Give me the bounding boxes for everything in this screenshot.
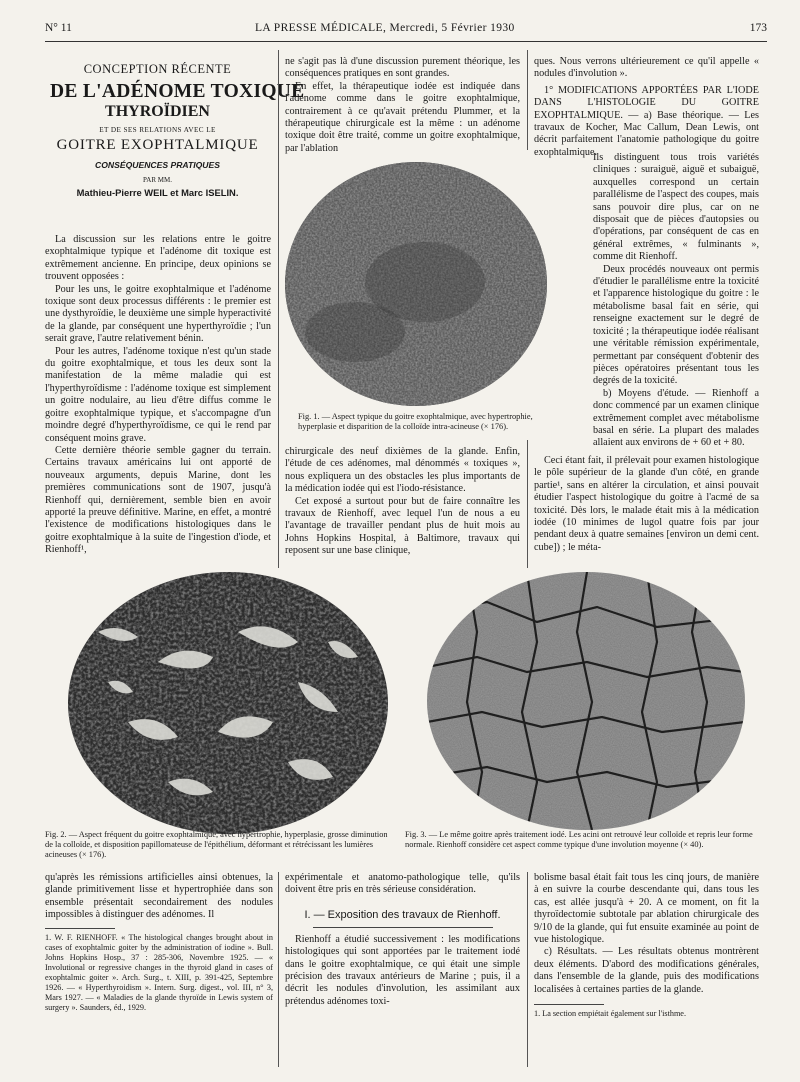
paragraph: Cet exposé a surtout pour but de faire connaître les travaux de Rienhoff, avec lequel l'un de nous a eu l'avantage de travailler pendant plus de huit mois au Johns Hopkins Hospital, à Baltimore, travaux qui reposent sur une base clinique, bbox=[285, 495, 520, 557]
paragraph: ne s'agit pas là d'une discussion purement théorique, les conséquences pratiques en sont grandes. bbox=[285, 56, 520, 80]
paragraph: En effet, la thérapeutique iodée est indiquée dans l'adénome comme dans le goitre exophtalmique, contrairement à ce qu'avait prétendu Plummer, et la thérapeutique chirurgicale est la même : un adénome toxique doit être traité, comme un goitre exophtalmique, par l'ablation bbox=[285, 80, 520, 154]
bottom-column-2 bbox=[285, 872, 520, 1008]
column-rule bbox=[527, 872, 528, 1067]
article-title-block bbox=[50, 62, 305, 198]
bottom-column-1 bbox=[45, 872, 273, 1013]
paragraph: Deux procédés nouveaux ont permis d'étudier le parallélisme entre la toxicité et l'apparence histologique du goitre : le métabolisme basal fait en série, qui renseigne exactement sur le degré de toxicité ; la thérapeutique iodée réalisant une véritable rémission expérimentale, permettant par conséquent d'obtenir des pièces opératoires présentant tous les degrés de la toxicité. bbox=[593, 263, 759, 387]
paragraph: Pour les autres, l'adénome toxique n'est qu'un stade du goitre exophtalmique, et tous les deux sont la manifestation de la même maladie qui est l'hyperthyroïdisme : l'adénome toxique est simplement un goitre nodulaire, au lieu d'être diffus comme le goitre exophtalmique typique, et s'accompagne d'un moindre degré d'hyperthyroïdisme, ce qui le rend par conséquent moins grave. bbox=[45, 345, 271, 444]
paragraph: Cette dernière théorie semble gagner du terrain. Certains travaux américains lui ont apporté de nouveaux arguments, depuis Marine, dont les premières communications sont de 1907, jusqu'à Rienhoff qui, dernièrement, semble bien en avoir apporté la preuve définitive. Marine, en effet, a montré l'existence de modifications histologiques dans le goitre exophtalmique à la suite de l'ingestion d'iode, et Rienhoff¹, bbox=[45, 444, 271, 556]
footnote-rule bbox=[45, 928, 115, 929]
column-3-top bbox=[534, 56, 759, 159]
column-1 bbox=[45, 234, 271, 557]
micrograph-image bbox=[427, 572, 745, 830]
figure-2-micrograph bbox=[68, 572, 388, 834]
subtitle: CONSÉQUENCES PRATIQUES bbox=[95, 160, 220, 170]
micrograph-image bbox=[285, 162, 547, 406]
paragraph: Ceci étant fait, il prélevait pour examen histologique le pôle supérieur de la glande d'un côté, en grande partie¹, sans en altérer la circulation, et ainsi pouvait étudier l'aspect histologique du goitre à l'acmé de sa toxicité. Dès lors, le malade était mis à la médication iodée (10 minimes de lugol quatre fois par jour pendant deux à quatre semaines [environ un demi cent. cube]) ; le méta- bbox=[534, 455, 759, 553]
title-line-3: ET DE SES RELATIONS AVEC LE bbox=[99, 126, 216, 134]
paragraph: Rienhoff a étudié successivement : les modifications histologiques qui sont apportées par le traitement iodé dans le goitre exophtalmique, ce qui était une simple précision des travaux antérieurs de Marine ; puis, il a décrit les nodules d'involution, les assimilant aux prétendus adénomes toxi- bbox=[285, 933, 520, 1007]
paragraph: bolisme basal était fait tous les cinq jours, de manière à en suivre la courbe descendante qui, dans tous les cas, est allée jusqu'à + 20. A ce moment, on fit la thyroïdectomie subtotale par ablation chirurgicale des 9/10 de la glande, qui fut ensuite examinée au point de vue histologique. bbox=[534, 872, 759, 946]
section-heading: I. — Exposition des travaux de Rienhoff. bbox=[304, 908, 501, 921]
paragraph: b) Moyens d'étude. — Rienhoff a donc commencé par un examen clinique extrêmement complet avec métabolisme basal en série. La plupart des malades allaient aux environs de + 60 et + 80. bbox=[593, 387, 759, 449]
page-number: 173 bbox=[749, 22, 767, 34]
column-rule bbox=[278, 50, 279, 568]
footnote: 1. W. F. RIENHOFF. « The histological changes brought about in cases of exophtalmic goiter by the administration of iodine ». Bull. Johns Hopkins Hosp., 37 : 285-306, Novembre 1925. — « Involutional or regressive changes in the thyroid gland in cases of exophtalmic goiter ». Arch. Surg., t. XIII, p. 391-425, Septembre 1926. — « Hyperthyroidism ». Intern. Surg. digest., vol. III, n° 3, Mars 1927. — « Maladies de la glande thyroïde in Lewis system of surgery ». Saunders, éd., 1929. bbox=[45, 932, 273, 1012]
column-2-top bbox=[285, 56, 520, 155]
column-3-narrow bbox=[593, 152, 759, 450]
paragraph: Pour les uns, le goitre exophtalmique et l'adénome toxique sont deux processus différents : le premier est une dysthyroïdie, le deuxième une simple hyperactivité de la glande, par conséquent une hyperthyroïdie ; l'un serait grave, l'autre relativement bénin. bbox=[45, 283, 271, 345]
authors: Mathieu-Pierre WEIL et Marc ISELIN. bbox=[76, 187, 239, 198]
figure-2-caption: Fig. 2. — Aspect fréquent du goitre exophtalmique, avec hypertrophie, hyperplasie, grosse diminution de la colloïde, et disposition papillomateuse de l'épithélium, déformant et rétrécissant les lumières acineuses (× 176). bbox=[45, 830, 388, 859]
footnote: 1. La section empiétait également sur l'isthme. bbox=[534, 1009, 686, 1019]
page-header bbox=[45, 22, 767, 38]
heading-rule bbox=[313, 927, 493, 928]
bottom-column-3 bbox=[534, 872, 759, 1019]
column-3-bottom bbox=[534, 455, 759, 554]
section-heading-paragraph: 1° MODIFICATIONS APPORTÉES PAR L'IODE DANS L'HISTOLOGIE DU GOITRE EXOPHTALMIQUE. — a) Base théorique. — Les travaux de Kocher, Mac Callum, Dean Lewis, ont décrit parfaitement l'anatomie pathologique du goitre exophtalmique. bbox=[534, 84, 759, 158]
paragraph: qu'après les rémissions artificielles ainsi obtenues, la glande primitivement lisse et hypertrophiée dans son ensemble présentait secondairement des nodules impossibles à distinguer des adénomes. Il bbox=[45, 872, 273, 921]
micrograph-image bbox=[68, 572, 388, 834]
column-rule bbox=[527, 440, 528, 568]
title-line-2: THYROÏDIEN bbox=[105, 103, 210, 120]
title-line-4: GOITRE EXOPHTALMIQUE bbox=[56, 137, 259, 153]
figure-3-caption: Fig. 3. — Le même goitre après traitement iodé. Les acini ont retrouvé leur colloïde et repris leur forme normale. Rienhoff considère cet aspect comme typique d'une involution moyenne (× 40). bbox=[405, 830, 753, 849]
paragraph: chirurgicale des neuf dixièmes de la glande. Enfin, l'étude de ces adénomes, mal dénommés « toxiques », nous expliquera un des obstacles les plus importants de la médication iodée qui est l'iodo-résistance. bbox=[285, 446, 520, 495]
paragraph: ques. Nous verrons ultérieurement ce qu'il appelle « nodules d'involution ». bbox=[534, 56, 759, 80]
column-2-bottom bbox=[285, 446, 520, 558]
paragraph: c) Résultats. — Les résultats obtenus montrèrent deux éléments. D'abord des modifications générales, dans l'ensemble de la glande, puis des modifications localisées à certaines parties de la glande. bbox=[534, 946, 759, 995]
figure-3-micrograph bbox=[427, 572, 745, 830]
paragraph: La discussion sur les relations entre le goitre exophtalmique typique et l'adénome dit toxique est extrêmement ancienne. En principe, deux opinions se trouvent opposées : bbox=[45, 234, 271, 283]
column-rule bbox=[527, 50, 528, 150]
kicker: CONCEPTION RÉCENTE bbox=[83, 62, 232, 76]
paragraph: Ils distinguent tous trois variétés cliniques : suraiguë, aiguë et subaiguë, auxquelles correspond un certain parallélisme de l'aspect des coupes, mais sans pouvoir dire plus, car on ne disposait que de pièces d'autopsies ou d'opérations, par conséquent de cas en général extrêmes, « fulminants », comme dit Rienhoff. bbox=[593, 152, 759, 263]
header-rule bbox=[45, 41, 767, 42]
figure-1-caption: Fig. 1. — Aspect typique du goitre exophtalmique, avec hypertrophie, hyperplasie et disparition de la colloïde intra-acineuse (× 176). bbox=[298, 412, 533, 431]
footnote-rule bbox=[534, 1004, 604, 1005]
title-line-1: DE L'ADÉNOME TOXIQUE bbox=[50, 81, 305, 102]
journal-title: LA PRESSE MÉDICALE, Mercredi, 5 Février 1930 bbox=[255, 22, 515, 34]
issue-number: N° 11 bbox=[45, 22, 72, 34]
figure-1-micrograph bbox=[285, 162, 547, 406]
paragraph: expérimentale et anatomo-pathologique telle, qu'ils doivent être pris en très sérieuse considération. bbox=[285, 872, 520, 896]
by-line: PAR MM. bbox=[143, 176, 172, 184]
column-rule bbox=[278, 872, 279, 1067]
